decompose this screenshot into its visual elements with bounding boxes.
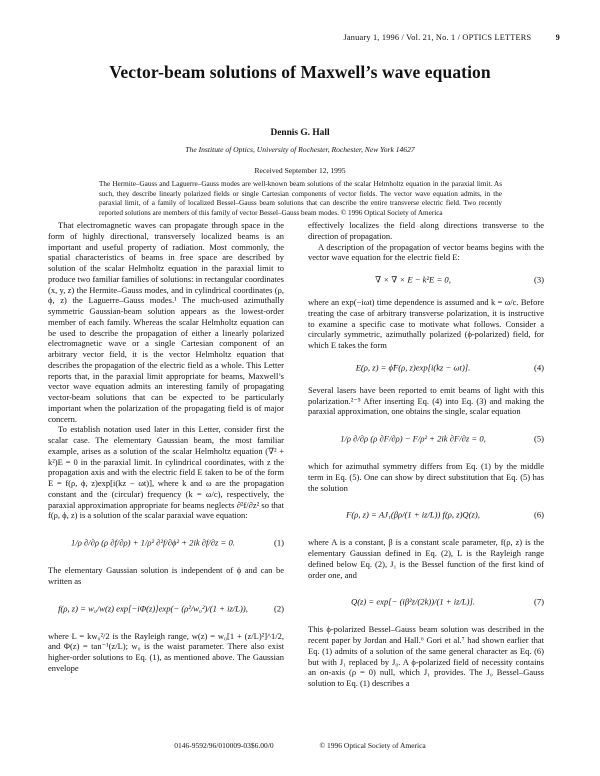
- equation-number: (7): [533, 596, 544, 607]
- paragraph: which for azimuthal symmetry differs from Eq. (1) by the middle term in Eq. (5). One can show by direct substitution that Eq. (5) has the solution: [308, 461, 544, 493]
- left-column: [48, 220, 284, 674]
- equation-1: [48, 525, 284, 561]
- paragraph: That electromagnetic waves can propagate through space in the form of highly directional, transversely localized beams is an important and useful property of radiation. Most commonly, the spatial characteristics of beams in free space are described by solution of the scalar Helmholtz equation in the paraxial limit to produce two familiar families of solutions: in rectangular coordinates (x, y, z) the Hermite–Gauss modes, and in cylindrical coordinates (ρ, ϕ, z) the Laguerre–Gauss modes.¹ The much-used azimuthally symmetric Gaussian-beam solution appears as the lowest-order member of each family. Whereas the scalar Helmholtz equation can be used to describe the propagation of either a linearly polarized electromagnetic wave or a single Cartesian component of an arbitrary vector field, it is the vector Helmholtz equation that describes the propagation of the electric field as a whole. This Letter reports that, in the paraxial limit appropriate for beams, Maxwell’s vector wave equation admits an interesting family of propagating vector-beam solutions that can be expected to be particularly important when the polarization of the propagating field is of major concern.: [48, 220, 284, 424]
- equation-number: (5): [533, 433, 544, 444]
- paragraph: where A is a constant, β is a constant scale parameter, f(ρ, z) is the elementary Gaussian defined in Eq. (2), L is the Rayleigh range defined below Eq. (2), J₁ is the Bessel function of the first kind of order one, and: [308, 537, 544, 580]
- paragraph: Several lasers have been reported to emit beams of light with this polarization.²⁻⁵ After inserting Eq. (4) into Eq. (3) and making the paraxial approximation, one obtains the single, scalar equation: [308, 384, 544, 417]
- equation-3: [308, 267, 544, 293]
- abstract: The Hermite–Gauss and Laguerre–Gauss modes are well-known beam solutions of the scalar Helmholtz equation in the paraxial limit. As such, they describe linearly polarized fields or single Cartesian components of vector fields. The vector wave equation admits, in the paraxial limit, of a family of localized Bessel–Gauss beam solutions that can describe the entire transverse electric field. Two recently reported solutions are members of this family of vector Bessel–Gauss beam modes. © 1996 Optical Society of America: [99, 180, 502, 218]
- equation-4: [308, 355, 544, 381]
- equation-number: (4): [533, 362, 544, 373]
- paragraph: This ϕ-polarized Bessel–Gauss beam solution was described in the recent paper by Jordan and Hall.⁶ Gori et al.⁷ had shown earlier that Eq. (1) admits of a solution of the same general character as Eq. (6) but with J₁ replaced by J₀. A ϕ-polarized field of necessity contains an on-axis (ρ = 0) null, which J₁ provides. The J₀ Bessel–Gauss solution to Eq. (1) describes a: [308, 624, 544, 688]
- page-number: 9: [555, 33, 560, 42]
- equation-expression: Q(z) = exp[− (iβ²z/(2k))/(1 + iz/L)].: [350, 596, 476, 607]
- author: Dennis G. Hall: [270, 128, 330, 138]
- paragraph: To establish notation used later in this Letter, consider first the scalar case. The elementary Gaussian beam, the most familiar example, arises as a solution of the scalar Helmholtz equation (∇² + k²)E = 0 in the paraxial limit. In cylindrical coordinates, with z the propagation axis and with the electric field E taken to be of the form E = f(ρ, ϕ, z)exp[i(kz − ωt)], where k and ω are the propagation constant and the (circular) frequency (k = ω/c), respectively, the paraxial approximation appropriate for beams neglects ∂²f/∂z² so that f(ρ, ϕ, z) is a solution of the scalar paraxial wave equation:: [48, 424, 284, 521]
- equation-expression: ∇ × ∇ × E − k²E = 0,: [375, 274, 451, 285]
- equation-5: [308, 421, 544, 457]
- equation-expression: f(ρ, z) = w₀/w(z) exp[−iΦ(z)]exp(− (ρ²/w₀²)/(1 + iz/L)),: [58, 603, 248, 614]
- equation-number: (2): [273, 603, 284, 614]
- paragraph: A description of the propagation of vector beams begins with the vector wave equation for the electric field E:: [308, 241, 544, 263]
- equation-expression: E(ρ, z) = ϕ̂F(ρ, z)exp[i(kz − ωt)].: [355, 362, 471, 373]
- equation-number: (1): [273, 537, 284, 548]
- received-date: Received September 12, 1995: [254, 166, 346, 175]
- running-header-text: January 1, 1996 / Vol. 21, No. 1 / OPTICS LETTERS: [343, 33, 532, 42]
- equation-2: [48, 591, 284, 627]
- running-header: [343, 33, 560, 42]
- copyright: © 1996 Optical Society of America: [319, 741, 426, 750]
- affiliation: The Institute of Optics, University of Rochester, Rochester, New York 14627: [185, 145, 415, 154]
- page-footer: [0, 741, 600, 750]
- paragraph: where L = kw₀²/2 is the Rayleigh range, w(z) = w₀[1 + (z/L)²]^1/2, and Φ(z) = tan⁻¹(z/L); w₀ is the waist parameter. There also exist higher-order solutions to Eq. (1), as mentioned above. The Gaussian envelope: [48, 630, 284, 673]
- equation-7: [308, 584, 544, 620]
- right-column: [308, 220, 544, 689]
- equation-number: (6): [533, 509, 544, 520]
- equation-6: [308, 497, 544, 533]
- paragraph: where an exp(−iωt) time dependence is assumed and k = ω/c. Before treating the case of arbitrary transverse polarization, it is instructive to examine a specific case to motivate what follows. Consider a circularly symmetric, azimuthally polarized (ϕ-polarized) field, for which E takes the form: [308, 297, 544, 350]
- equation-expression: 1/ρ ∂/∂ρ (ρ ∂f/∂ρ) + 1/ρ² ∂²f/∂ϕ² + 2ik ∂f/∂z = 0.: [71, 537, 235, 548]
- equation-number: (3): [533, 274, 544, 285]
- paragraph: The elementary Gaussian solution is independent of ϕ and can be written as: [48, 565, 284, 586]
- equation-expression: 1/ρ ∂/∂ρ (ρ ∂F/∂ρ) − F/ρ² + 2ik ∂F/∂z = 0,: [340, 433, 486, 444]
- article-code: 0146-9592/96/010009-03$6.00/0: [174, 741, 274, 750]
- paragraph: effectively localizes the field along directions transverse to the direction of propagation.: [308, 220, 544, 241]
- equation-expression: F(ρ, z) = AJ₁(βρ/(1 + iz/L)) f(ρ, z)Q(z),: [346, 509, 480, 520]
- paper-title: Vector-beam solutions of Maxwell’s wave equation: [109, 62, 491, 82]
